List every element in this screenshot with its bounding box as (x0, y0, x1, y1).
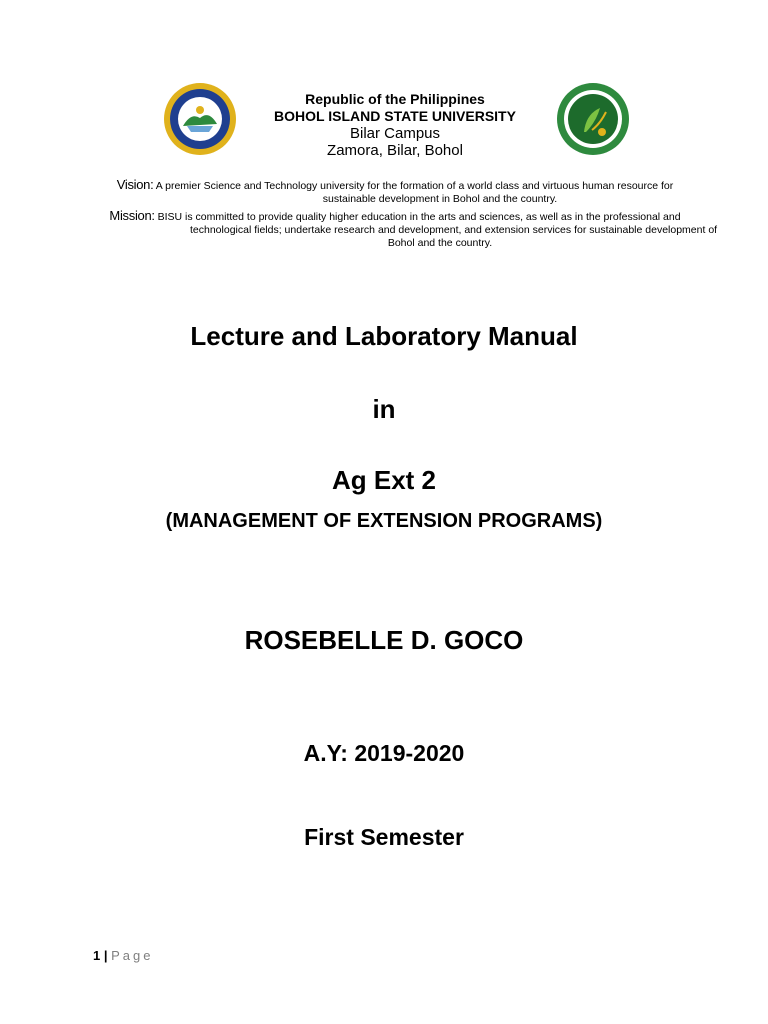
course-description: (MANAGEMENT OF EXTENSION PROGRAMS) (165, 510, 603, 532)
vision-block (100, 178, 690, 206)
mission-text-3: Bohol and the country. (387, 237, 493, 249)
title-connector: in (372, 394, 396, 424)
page-number: 1 (93, 948, 101, 963)
country-line: Republic of the Philippines (305, 91, 485, 107)
semester: First Semester (304, 824, 464, 850)
page-footer (93, 948, 154, 963)
vision-text-2: sustainable development in Bohol and the country. (322, 193, 558, 205)
mission-text-2: technological fields; undertake research and development, and extension services for sustainable development of (190, 224, 718, 236)
mission-block (100, 208, 718, 250)
academic-year: A.Y: 2019-2020 (303, 740, 465, 766)
author-name: ROSEBELLE D. GOCO (244, 625, 524, 655)
campus-line: Bilar Campus (349, 125, 441, 142)
address-line: Zamora, Bilar, Bohol (327, 142, 463, 159)
mission-label: Mission: (109, 208, 155, 223)
manual-title: Lecture and Laboratory Manual (190, 321, 578, 351)
letterhead (200, 91, 590, 159)
university-name: BOHOL ISLAND STATE UNIVERSITY (274, 108, 516, 124)
course-code: Ag Ext 2 (331, 465, 437, 495)
page-separator: | (103, 948, 108, 963)
page-label: Page (111, 948, 154, 963)
mission-text-1: BISU is committed to provide quality higher education in the arts and sciences, as well as in the professional and (157, 211, 681, 223)
vision-text-1: A premier Science and Technology university for the formation of a world class and virtuous human resource for (155, 180, 674, 192)
vision-label: Vision: (116, 177, 154, 192)
